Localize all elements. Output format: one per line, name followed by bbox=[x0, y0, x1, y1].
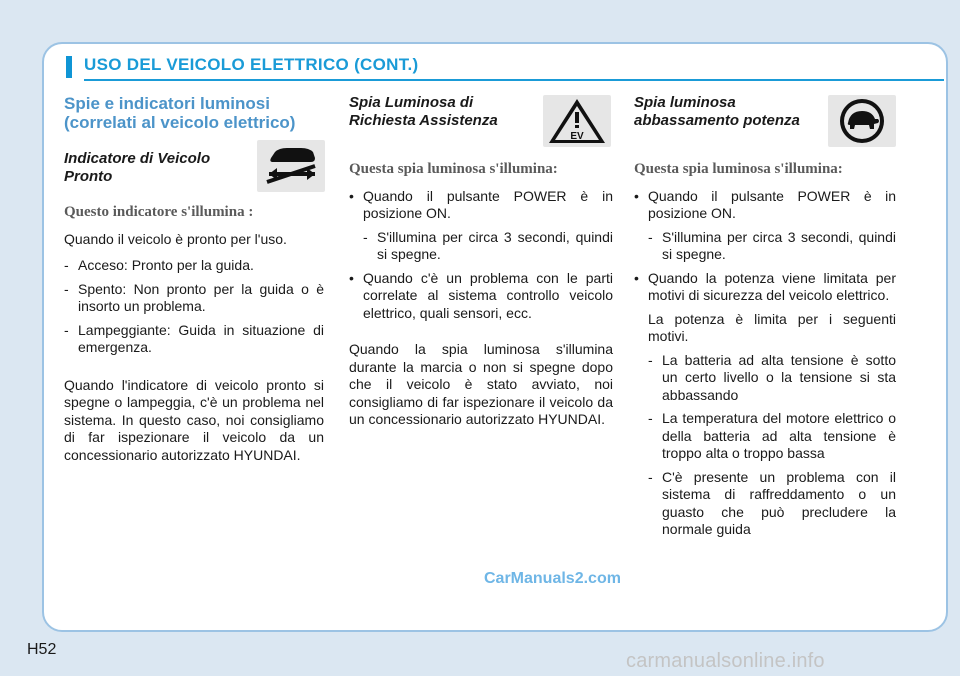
service-warning-when: Questa spia luminosa s'illumina: bbox=[349, 161, 558, 177]
service-warning-icon-box bbox=[543, 95, 611, 147]
list-item-text: S'illumina per circa 3 secondi, quindi si spegne. bbox=[662, 228, 896, 262]
list-item bbox=[349, 270, 613, 323]
heading-line-1: Indicatore di Veicolo bbox=[64, 150, 211, 167]
list-item bbox=[634, 469, 896, 539]
service-warning-paragraph: Quando la spia luminosa s'illumina durante la marcia o non si spegne dopo che il veicolo è stato avviato, noi consigliamo di far ispezionare il veicolo da un concessionario autorizzato HYUNDAI. bbox=[349, 341, 613, 427]
turtle-icon bbox=[828, 95, 896, 147]
dash-mark: - bbox=[648, 351, 653, 368]
list-item bbox=[349, 188, 613, 223]
list-item-text: Quando il pulsante POWER è in posizione ON. bbox=[648, 187, 896, 221]
dash-mark: - bbox=[648, 228, 653, 245]
list-item-text: Spento: Non pronto per la guida o è insorto un problema. bbox=[78, 280, 324, 314]
heading-line-1: Spia luminosa bbox=[634, 94, 736, 111]
power-down-when: Questa spia luminosa s'illumina: bbox=[634, 161, 843, 177]
list-item bbox=[634, 352, 896, 405]
list-item-text: Quando c'è un problema con le parti correlate al sistema controllo veicolo elettrico, quali sensori, ecc. bbox=[363, 269, 613, 321]
column-power-down bbox=[634, 94, 896, 539]
list-item bbox=[349, 229, 613, 264]
dash-mark: - bbox=[648, 410, 653, 426]
dash-mark: - bbox=[64, 257, 69, 273]
list-item bbox=[634, 410, 896, 463]
list-item-text: Lampeggiante: Guida in situazione di emergenza. bbox=[78, 321, 324, 355]
power-down-icon-box bbox=[828, 95, 896, 147]
ev-label: EV bbox=[570, 131, 584, 142]
list-item bbox=[634, 229, 896, 264]
section-title-line-2: (correlati al veicolo elettrico) bbox=[64, 113, 296, 132]
list-item bbox=[64, 281, 324, 316]
heading-line-2: Pronto bbox=[64, 168, 113, 185]
list-item-text: Quando la potenza viene limitata per motivi di sicurezza del veicolo elettrico. bbox=[648, 269, 896, 303]
header-rule bbox=[84, 79, 944, 81]
dash-mark: - bbox=[64, 280, 69, 297]
list-item bbox=[64, 322, 324, 357]
dash-mark: - bbox=[363, 228, 368, 245]
header-accent-bar bbox=[66, 56, 72, 78]
list-item-text: S'illumina per circa 3 secondi, quindi si spegne. bbox=[377, 228, 613, 262]
list-item bbox=[64, 257, 324, 275]
power-down-sub-paragraph: La potenza è limita per i seguenti motivi. bbox=[648, 310, 896, 344]
heading-line-1: Spia Luminosa di bbox=[349, 94, 474, 111]
page-title: USO DEL VEICOLO ELETTRICO (CONT.) bbox=[84, 55, 419, 74]
ready-indicator-icon bbox=[257, 140, 325, 192]
list-item-text: Quando il pulsante POWER è in posizione ON. bbox=[363, 187, 613, 221]
heading-line-2: abbassamento potenza bbox=[634, 112, 800, 129]
bullet-mark: • bbox=[634, 269, 639, 286]
ready-indicator-when: Questo indicatore s'illumina : bbox=[64, 204, 254, 220]
dash-mark: - bbox=[64, 321, 69, 338]
watermark-carmanualsonline[interactable]: carmanualsonline.info bbox=[626, 650, 825, 672]
watermark-carmanuals2[interactable]: CarManuals2.com bbox=[484, 570, 621, 587]
section-title bbox=[64, 94, 324, 132]
ready-indicator-paragraph: Quando l'indicatore di veicolo pronto si spegne o lampeggia, c'è un problema nel sistema. In questo caso, noi consigliamo di far ispezionare il veicolo da un concessionario autorizzato HYUNDAI. bbox=[64, 376, 324, 463]
heading-line-2: Richiesta Assistenza bbox=[349, 112, 498, 129]
section-title-line-1: Spie e indicatori luminosi bbox=[64, 94, 270, 113]
list-item bbox=[634, 188, 896, 223]
bullet-mark: • bbox=[349, 269, 354, 286]
ready-indicator-line: Quando il veicolo è pronto per l'uso. bbox=[64, 230, 287, 247]
list-item-text: Acceso: Pronto per la guida. bbox=[78, 257, 254, 273]
bullet-mark: • bbox=[349, 187, 354, 204]
page-number: H52 bbox=[27, 641, 57, 658]
list-item-text: La temperatura del motore elettrico o della batteria ad alta tensione è troppo alta o troppo bassa bbox=[662, 410, 896, 461]
list-item-text: La batteria ad alta tensione è sotto un certo livello o la tensione si sta abbassando bbox=[662, 351, 896, 403]
list-item-text: C'è presente un problema con il sistema di raffreddamento o un guasto che può precludere la normale guida bbox=[662, 468, 896, 537]
list-item bbox=[634, 270, 896, 305]
warning-triangle-icon bbox=[543, 95, 611, 147]
ready-indicator-icon-box bbox=[257, 140, 325, 192]
dash-mark: - bbox=[648, 468, 653, 485]
bullet-mark: • bbox=[634, 187, 639, 204]
